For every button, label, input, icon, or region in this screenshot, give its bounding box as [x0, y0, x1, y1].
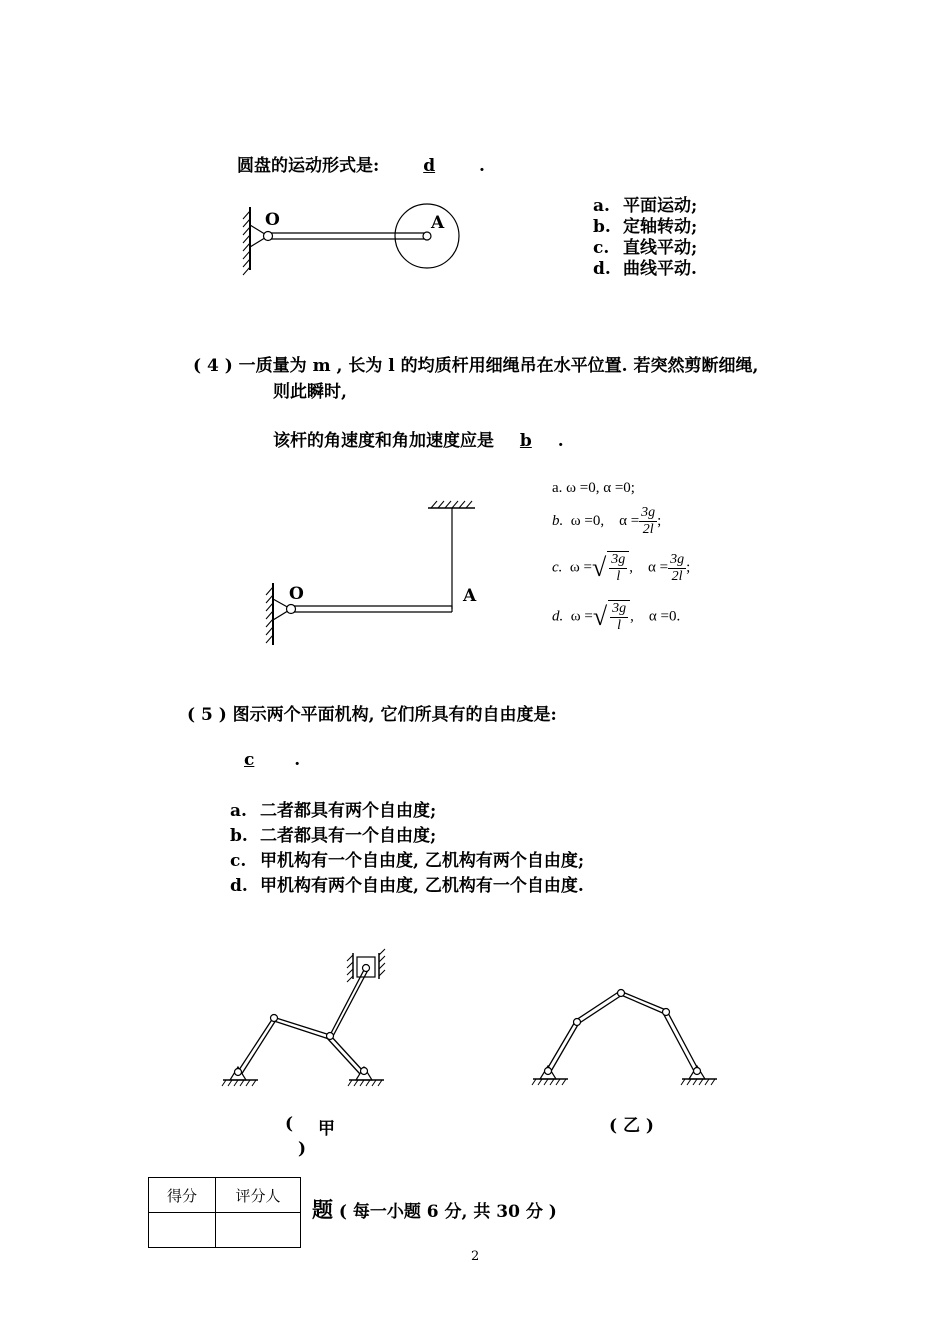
caption-jia: 甲 [318, 1119, 335, 1139]
grader-cell[interactable] [216, 1213, 301, 1248]
q5-option-a: a. 二者都具有两个自由度; [230, 801, 437, 821]
q3-rod-disk-diagram [230, 195, 470, 280]
caption-jia-close: ) [298, 1139, 307, 1159]
q3-answer-blank: d [423, 156, 436, 176]
q5-suffix: . [288, 750, 301, 770]
q4-option-d: d. ω =√ $\frac{3g}{l}$ , α =0. [552, 601, 681, 633]
q3-suffix: . [473, 156, 485, 176]
score-cell[interactable] [149, 1213, 216, 1248]
q3-option-d: d. 曲线平动. [593, 259, 697, 279]
page-number: 2 [471, 1249, 480, 1264]
q4-option-a: a. ω =0, α =0; [552, 480, 635, 496]
section-title [312, 1194, 557, 1224]
section-title-detail: ( 每一小题 6 分, 共 30 分 ) [333, 1202, 557, 1222]
q4-question [273, 426, 564, 451]
q4-answer-blank: b [519, 431, 532, 451]
q5-answer [210, 750, 300, 770]
q3-question-text: 圆盘的运动形式是: [237, 156, 386, 176]
q3-option-a: a. 平面运动; [593, 196, 698, 216]
q3-option-b: b. 定轴转动; [593, 217, 698, 237]
q3-option-c: c. 直线平动; [593, 238, 698, 258]
q3-question [237, 151, 485, 176]
q4-question-line1: ( 4 ) 一质量为 m , 长为 l 的均质杆用细绳吊在水平位置. 若突然剪断细绳, [193, 356, 759, 376]
section-title-main: 题 [312, 1197, 333, 1222]
caption-jia-open: ( [285, 1114, 294, 1134]
mechanism-jia-diagram [220, 945, 390, 1095]
q4-label-a: A [463, 586, 477, 606]
q5-option-c: c. 甲机构有一个自由度, 乙机构有两个自由度; [230, 851, 585, 871]
grader-header: 评分人 [216, 1178, 301, 1213]
q5-answer-blank: c [244, 750, 255, 770]
q5-option-d: d. 甲机构有两个自由度, 乙机构有一个自由度. [230, 876, 584, 896]
q5-question: ( 5 ) 图示两个平面机构, 它们所具有的自由度是: [187, 705, 557, 725]
q4-suffix: . [551, 431, 564, 451]
q4-label-o: O [289, 584, 304, 604]
q3-label-o: O [265, 210, 280, 230]
score-header: 得分 [149, 1178, 216, 1213]
q3-label-a: A [431, 213, 445, 233]
q4-hanging-rod-diagram [255, 495, 490, 650]
caption-yi: ( 乙 ) [609, 1116, 654, 1136]
q4-question-line2: 则此瞬时, [273, 382, 347, 402]
mechanism-yi-diagram [525, 980, 725, 1095]
score-table [148, 1177, 301, 1248]
q4-option-c: c. ω =√ $\frac{3g}{l}$ , α = $\frac{3g}{2l}$ ; [552, 551, 691, 584]
q5-option-b: b. 二者都具有一个自由度; [230, 826, 437, 846]
q4-option-b: b. ω =0, α = $\frac{3g}{2l}$ ; [552, 505, 662, 537]
q3-options [593, 196, 697, 280]
q4-question-text: 该杆的角速度和角加速度应是 [273, 431, 500, 451]
q5-options [230, 799, 584, 899]
